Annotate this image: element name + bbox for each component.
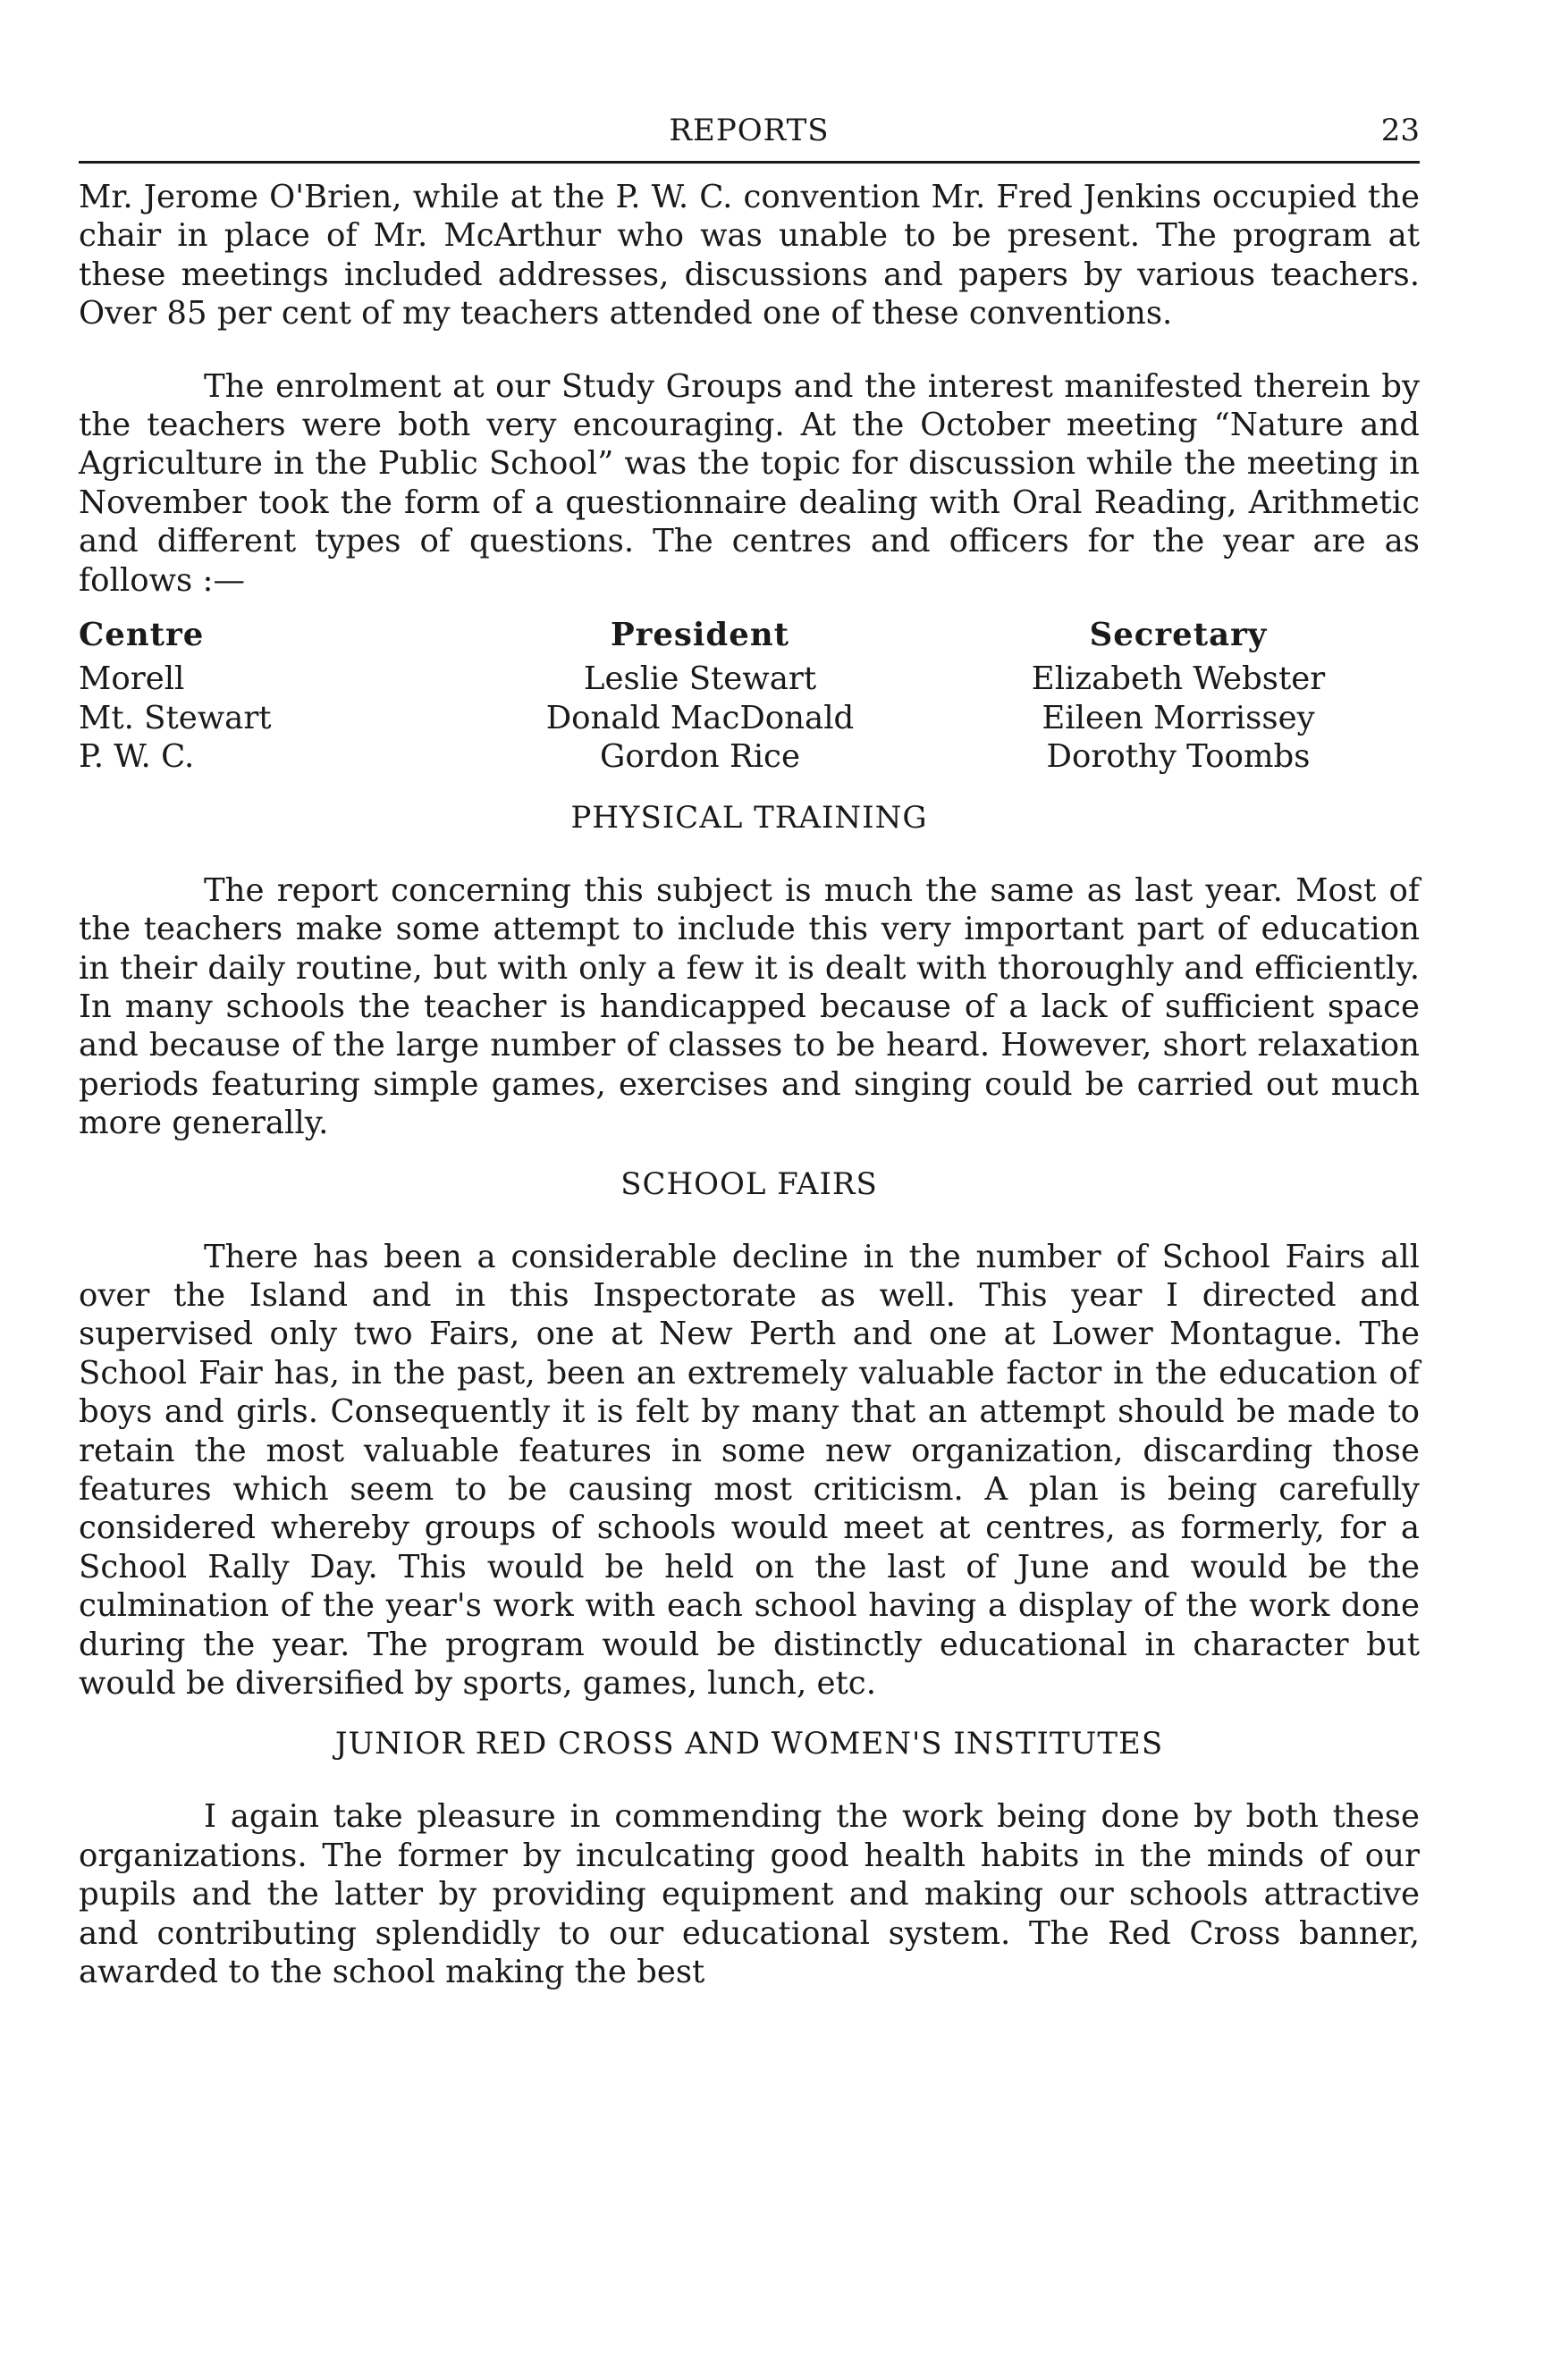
section-heading-school-fairs: SCHOOL FAIRS: [620, 1165, 878, 1202]
president-cell: Gordon Rice: [600, 738, 800, 776]
document-page: [79, 107, 1420, 1991]
column-header-president: President: [610, 617, 790, 654]
president-cell: Donald MacDonald: [545, 699, 855, 736]
president-cell: Leslie Stewart: [583, 660, 817, 698]
school-fairs-paragraph: There has been a considerable decline in the number of School Fairs all over the Island and in this Inspectorate as well. This year I directed and supervised only two Fairs, one at New Perth and one at Lower Montague. The School Fair has, in the past, been an extremely valuable factor in the education of boys and girls. Consequently it is felt by many that an attempt should be made to retain the most valuable features in some new organization, discarding those features which seem to be causing most criticism. A plan is being carefully considered whereby groups of schools would meet at centres, as formerly, for a School Rally Day. This would be held on the last of June and would be the culmination of the year's work with each school having a display of the work done during the year. The program would be distinctly educational in character but would be diversified by sports, games, lunch, etc.: [79, 1238, 1420, 1702]
column-header-centre: Centre: [79, 617, 205, 654]
running-header: [79, 107, 1420, 164]
red-cross-paragraph: I again take pleasure in commending the work being done by both these organizations. The former by inculcating good health habits in the minds of our pupils and the latter by providing equipment and making our schools attractive and contributing splendidly to our educational system. The Red Cross banner, awarded to the school making the best: [79, 1798, 1420, 1991]
secretary-cell: Dorothy Toombs: [1046, 738, 1311, 776]
table-row: [79, 660, 1420, 698]
section-heading-red-cross: JUNIOR RED CROSS AND WOMEN'S INSTITUTES: [334, 1726, 1164, 1762]
table-row: [79, 699, 1420, 737]
centre-cell: Mt. Stewart: [79, 699, 272, 736]
intro-paragraph: Mr. Jerome O'Brien, while at the P. W. C. convention Mr. Fred Jenkins occupied the chair in place of Mr. McArthur who was unable to be present. The program at these meetings included addresses, discussions and papers by various teachers. Over 85 per cent of my teachers attended one of these conventions.: [79, 179, 1420, 332]
running-title: REPORTS: [669, 113, 830, 148]
secretary-cell: Elizabeth Webster: [1031, 660, 1326, 698]
page-number: 23: [1380, 113, 1420, 148]
physical-training-paragraph: The report concerning this subject is much the same as last year. Most of the teachers make some attempt to include this very important part of education in their daily routine, but with only a few it is dealt with thoroughly and efficiently. In many schools the teacher is handicapped because of a lack of sufficient space and because of the large number of classes to be heard. However, short relaxation periods featuring simple games, exercises and singing could be carried out much more generally.: [79, 871, 1420, 1142]
table-row: [79, 737, 1420, 776]
officers-table: [79, 616, 1420, 777]
officers-table-header: [79, 616, 1420, 654]
study-groups-paragraph: The enrolment at our Study Groups and the interest manifested therein by the teachers were both very encouraging. At the October meeting “Nature and Agriculture in the Public School” was the topic for discussion while the meeting in November took the form of a questionnaire dealing with Oral Reading, Arithmetic and different types of questions. The centres and officers for the year are as follows :—: [79, 367, 1420, 599]
centre-cell: Morell: [79, 660, 185, 698]
centre-cell: P. W. C.: [79, 738, 195, 776]
secretary-cell: Eileen Morrissey: [1042, 699, 1315, 736]
section-heading-physical-training: PHYSICAL TRAINING: [570, 799, 928, 836]
column-header-secretary: Secretary: [1089, 617, 1268, 654]
